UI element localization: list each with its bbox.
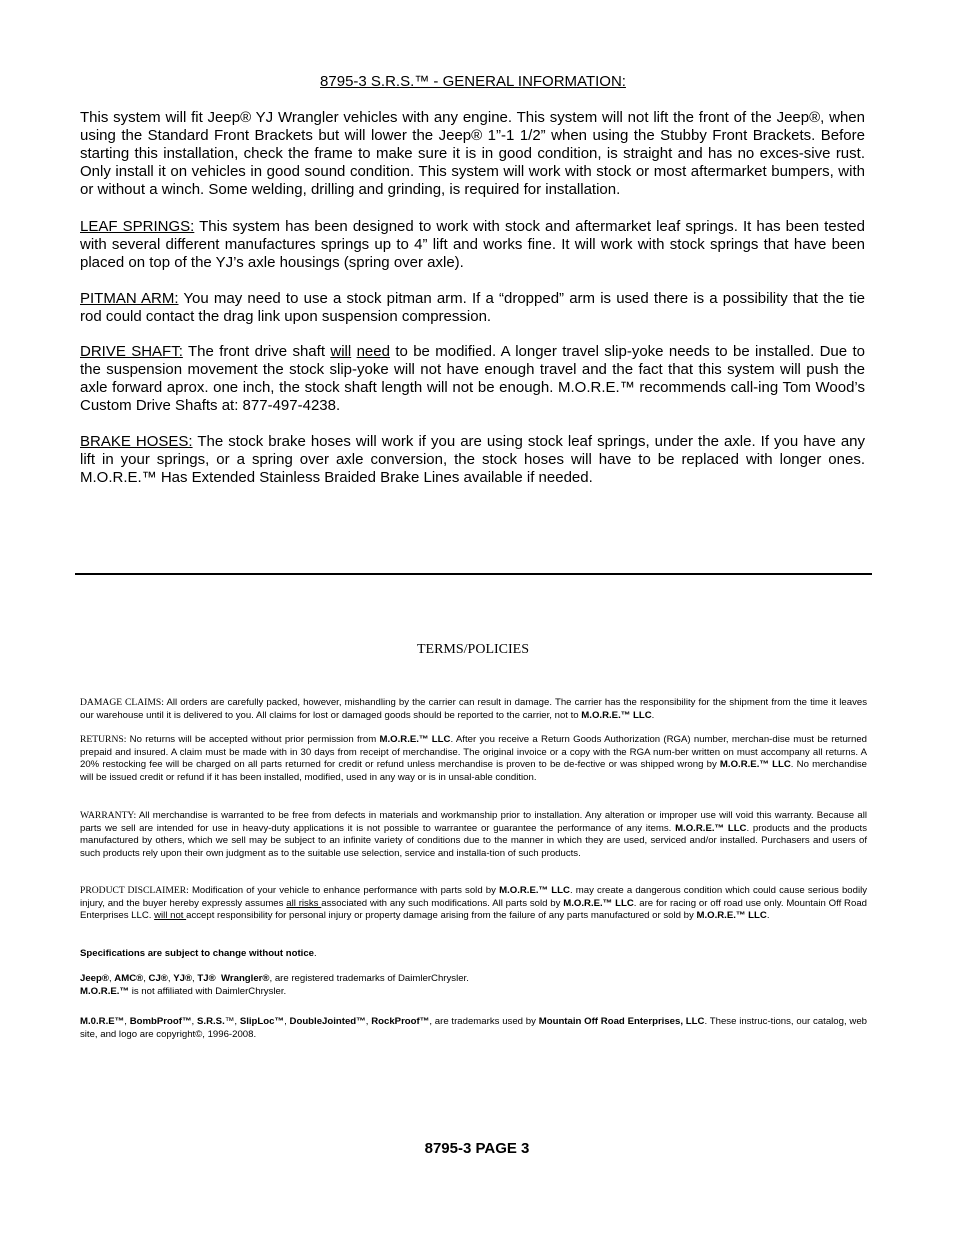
leaf-springs-section [80,218,865,272]
terms-policies-heading: TERMS/POLICIES [416,642,529,657]
brake-hoses-section [80,433,865,487]
drive-shaft-heading: DRIVE SHAFT: [80,343,183,360]
specifications-notice: Specifications are subject to change without notice. [80,948,317,959]
section-divider [75,573,872,575]
brake-hoses-heading: BRAKE HOSES: [80,433,193,450]
warranty-label: WARRANTY: [80,810,137,821]
pitman-arm-section [80,290,865,326]
brake-hoses-text: The stock brake hoses will work if you are using stock leaf springs, under the axle. If you have any lift in your springs, or a spring over axle conversion, the stock hoses will have to be replaced with longer ones. M.O.R.E.™ Has Extended Stainless Braided Brake Lines available if needed. [80,433,866,486]
pitman-arm-text: You may need to use a stock pitman arm. If a “dropped” arm is used there is a possibility that the tie rod could contact the drag link upon suspension compression. [80,290,865,325]
leaf-springs-text: This system has been designed to work with stock and aftermarket leaf springs. It has been tested with several different manufactures springs up to 4” lift and works fine. It will work with stock springs that have been placed on top of the YJ’s axle housings (spring over axle). [80,218,865,271]
damage-claims-paragraph: DAMAGE CLAIMS: All orders are carefully packed, however, mishandling by the carrier can result in damage. The carrier has the responsibility for the shipment from the time it leaves our warehouse until it is delivered to you. All claims for lost or damaged goods should be reported to the carrier, not to M.O.R.E.™ LLC. [80,697,867,721]
need-emphasis: need [356,343,390,360]
intro-paragraph: This system will fit Jeep® YJ Wrangler vehicles with any engine. This system will not lift the front of the Jeep®, when using the Standard Front Brackets but will lower the Jeep® 1”-1 1/2” when using the Stubby Front Brackets. Before starting this installation, check the frame to make sure it is in good condition, is straight and has no exces-sive rust. Only install it on vehicles in good sound condition. This system will work with stock or most aftermarket bumpers, with or without a winch. Some welding, drilling and grinding, is required for installation. [80,109,865,198]
product-disclaimer-paragraph: PRODUCT DISCLAIMER: Modification of your vehicle to enhance performance with parts sold by M.O.R.E.™ LLC. may create a dangerous condition which could cause serious bodily injury, and the buyer hereby expressly assumes all risks associated with any such modifications. All parts sold by M.O.R.E.™ LLC. are for racing or off road use only. Mountain Off Road Enterprises LLC. will not accept responsibility for personal injury or property damage arising from the failure of any parts manufactured or sold by M.O.R.E.™ LLC. [80,885,868,921]
pitman-arm-heading: PITMAN ARM: [80,290,179,307]
page-footer: 8795-3 PAGE 3 [424,1140,530,1157]
warranty-paragraph: WARRANTY: All merchandise is warranted to be free from defects in materials and workmanship prior to installation. Any alteration or improper use will void this warranty. Because all parts we sell are intended for use in heavy-duty applications it is not possible to warrantee or guarantee the performance of any items. M.O.R.E.™ LLC. products and the products manufactured by others, which we sell may be subject to an infinite variety of conditions due to the manner in which they are used, serviced and/or installed. Purchasers and users of such products rely upon their own judgment as to the suitable use selection, service and installa-tion of such products. [80,810,868,859]
page-title: 8795-3 S.R.S.™ - GENERAL INFORMATION: [320,73,626,90]
returns-paragraph: RETURNS: No returns will be accepted without prior permission from M.O.R.E.™ LLC. After you receive a Return Goods Authorization (RGA) number, merchan-dise must be returned prepaid and insured. A claim must be made with in 30 days from receipt of merchandise. The original invoice or a copy with the RGA num-ber written on must accompany all returns. A 20% restocking fee will be charged on all parts returned for credit or refund unless merchandise is proven to be de-fective or was shipped wrong by M.O.R.E.™ LLC. No merchandise will be issued credit or refund if it has been installed, modified, used in any way or is in unsal-able condition. [80,734,868,783]
returns-label: RETURNS: [80,734,127,745]
copyright-notice: M.0.R.E™, BombProof™, S.R.S.™, SlipLoc™, DoubleJointed™, RockProof™, are trademarks used by Mountain Off Road Enterprises, LLC. These instruc-tions, our catalog, web site, and logo are copyright©, 1996-2008. [80,1016,868,1040]
damage-claims-label: DAMAGE CLAIMS: [80,697,164,708]
registered-trademarks-notice: Jeep®, AMC®, CJ®, YJ®, TJ® Wrangler®, are registered trademarks of DaimlerChrysler. M.O.R.E.™ is not affiliated with DaimlerChrysler. [80,973,469,997]
leaf-springs-heading: LEAF SPRINGS: [80,218,195,235]
product-disclaimer-label: PRODUCT DISCLAIMER: [80,885,189,896]
will-emphasis: will [330,343,352,360]
drive-shaft-section: DRIVE SHAFT: The front drive shaft will need to be modified. A longer travel slip-yoke needs to be installed. Due to the suspension movement the stock slip-yoke will not have enough travel and the fact that this system will push the axle forward aprox. one inch, the stock shaft length will not be enough. M.O.R.E.™ recommends call-ing Tom Wood’s Custom Drive Shafts at: 877-497-4238. [80,343,865,414]
